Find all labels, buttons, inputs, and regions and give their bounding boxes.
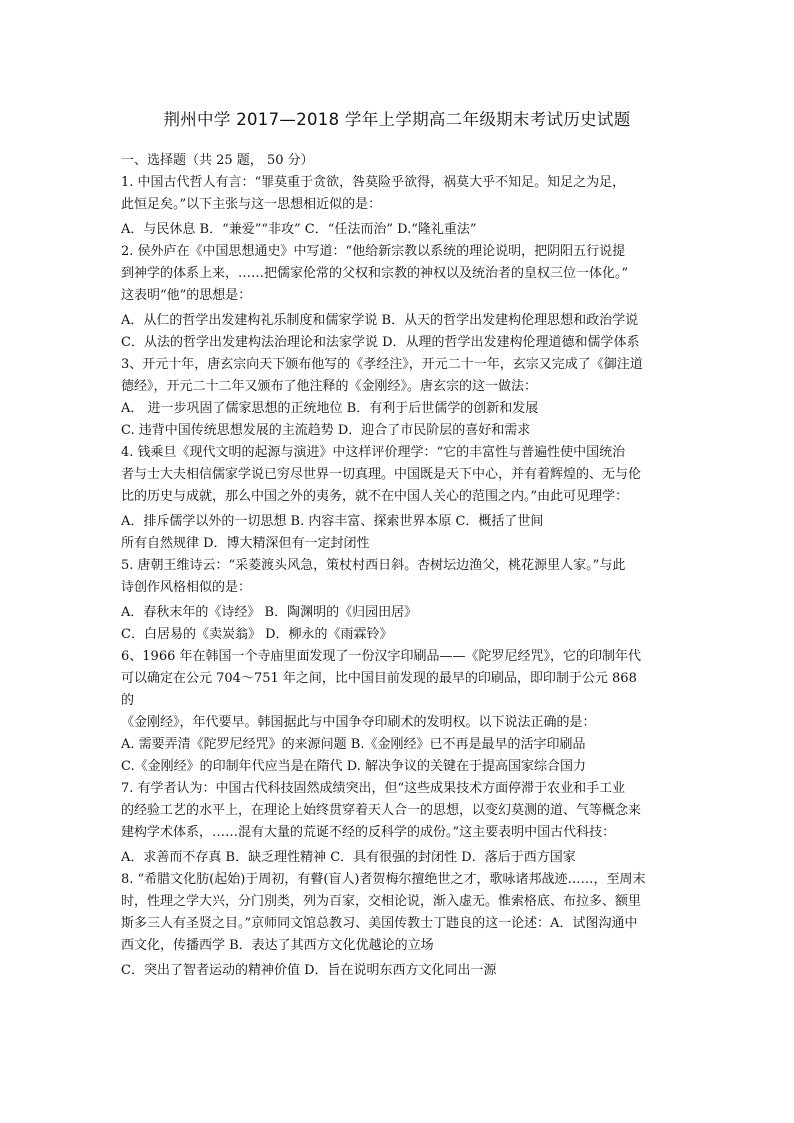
text-line: 西文化，传播西学 B．表达了其西方文化优越论的立场 bbox=[121, 938, 434, 953]
text-line: 《金刚经》，年代要早。韩国据此与中国争夺印刷术的发明权。以下说法正确的是： bbox=[121, 715, 596, 730]
text-line: 4. 钱乘旦《现代文明的起源与演进》中这样评价理学：“它的丰富性与普遍性使中国统治 bbox=[121, 445, 626, 460]
page-title: 荆州中学 2017—2018 学年上学期高二年级期末考试历史试题 bbox=[163, 110, 631, 129]
text-line: C．白居易的《卖炭翁》 D．柳永的《雨霖铃》 bbox=[121, 627, 393, 642]
text-line: C.《金刚经》的印制年代应当是在隋代 D. 解决争议的关键在于提高国家综合国力 bbox=[121, 759, 586, 774]
text-line: 此恒足矣。”以下主张与这一思想相近似的是： bbox=[121, 197, 382, 212]
text-line: 斯多三人有圣贤之目。”京师同文馆总教习、美国传教士丁韪良的这一论述：A．试图沟通中 bbox=[121, 916, 638, 931]
text-line: 的经验工艺的水平上，在理论上始终贯穿着天人合一的思想，以变幻莫测的道、气等概念来 bbox=[121, 803, 642, 818]
text-line: A．从仁的哲学出发建构礼乐制度和儒家学说 B．从天的哲学出发建构伦理思想和政治学说 bbox=[121, 313, 639, 328]
text-line: 5. 唐朝王维诗云：“采菱渡头风急，策杖村西日斜。杏树坛边渔父，桃花源里人家。”与此 bbox=[121, 558, 626, 573]
text-line: A． 进一步巩固了儒家思想的正统地位 B．有利于后世儒学的创新和发展 bbox=[121, 401, 539, 416]
text-line: 的 bbox=[121, 693, 135, 708]
text-line: 到神学的体系上来，……把儒家伦常的父权和宗教的神权以及统治者的皇权三位一体化。” bbox=[121, 266, 629, 281]
text-line: A．排斥儒学以外的一切思想 B. 内容丰富、探索世界本原 C．概括了世间 bbox=[121, 514, 544, 529]
text-line: 比的历史与成就，那么中国之外的夷务，就不在中国人关心的范围之内。”由此可见理学： bbox=[121, 489, 629, 504]
text-line: 诗创作风格相似的是： bbox=[121, 580, 252, 595]
text-line: C．从法的哲学出发建构法治理论和法家学说 D．从理的哲学出发建构伦理道德和儒学体系 bbox=[121, 335, 640, 350]
text-line: 3、开元十年，唐玄宗向天下颁布他写的《孝经注》，开元二十一年，玄宗又完成了《御注道 bbox=[121, 357, 643, 372]
text-line: 这表明“他”的思想是： bbox=[121, 288, 252, 303]
text-line: A．求善而不存真 B．缺乏理性精神 C．具有很强的封闭性 D．落后于西方国家 bbox=[121, 850, 576, 865]
text-line: 1. 中国古代哲人有言：“罪莫重于贪欲，咎莫险乎欲得，祸莫大乎不知足。知足之为足， bbox=[121, 175, 626, 190]
text-line: 所有自然规律 D．博大精深但有一定封闭性 bbox=[121, 536, 370, 551]
text-line: 2. 侯外庐在《中国思想通史》中写道：“他给新宗教以系统的理论说明，把阴阳五行说提 bbox=[121, 244, 626, 259]
text-line: 德经》，开元二十二年又颁布了他注释的《金刚经》。唐玄宗的这一做法： bbox=[121, 379, 538, 394]
text-line: 一、选择题（共 25 题， 50 分） bbox=[121, 153, 314, 168]
question-content bbox=[121, 150, 677, 982]
text-line: 者与士大夫相信儒家学说已穷尽世界一切真理。中国既是天下中心，并有着辉煌的、无与伦 bbox=[121, 467, 642, 482]
text-line: C. 违背中国传统思想发展的主流趋势 D．迎合了市民阶层的喜好和需求 bbox=[121, 423, 531, 438]
text-line: A．与民休息 B．“兼爱”“非攻” C．“任法而治” D.“隆礼重法” bbox=[121, 222, 477, 237]
text-line: 建构学术体系，……混有大量的荒诞不经的反科学的成份。”这主要表明中国古代科技： bbox=[121, 825, 616, 840]
text-line: A．春秋末年的《诗经》 B．陶渊明的《归园田居》 bbox=[121, 605, 418, 620]
text-line: 8. “希腊文化肪(起始)于周初，有瞽(盲人)者贺梅尔擅绝世之才，歌咏诸邦战迹……，至周末 bbox=[121, 872, 646, 887]
text-line: 6、1966 年在韩国一个寺庙里面发现了一份汉字印刷品——《陀罗尼经咒》，它的印制年代 bbox=[121, 649, 641, 664]
text-line: 可以确定在公元 704～751 年之间，比中国目前发现的最早的印刷品，即印制于公元 868 bbox=[121, 671, 637, 686]
text-line: C．突出了智者运动的精神价值 D．旨在说明东西方文化同出一源 bbox=[121, 963, 497, 978]
text-line: 7. 有学者认为：中国古代科技固然成绩突出，但“这些成果技术方面停滞于农业和手工业 bbox=[121, 781, 626, 796]
text-line: 时，性理之学大兴，分门別类，列为百家，交相论说，渐入虚无。惟索格底、布拉多、额里 bbox=[121, 894, 642, 909]
text-line: A. 需要弄清《陀罗尼经咒》的来源问题 B.《金刚经》已不再是最早的活字印刷品 bbox=[121, 737, 586, 752]
